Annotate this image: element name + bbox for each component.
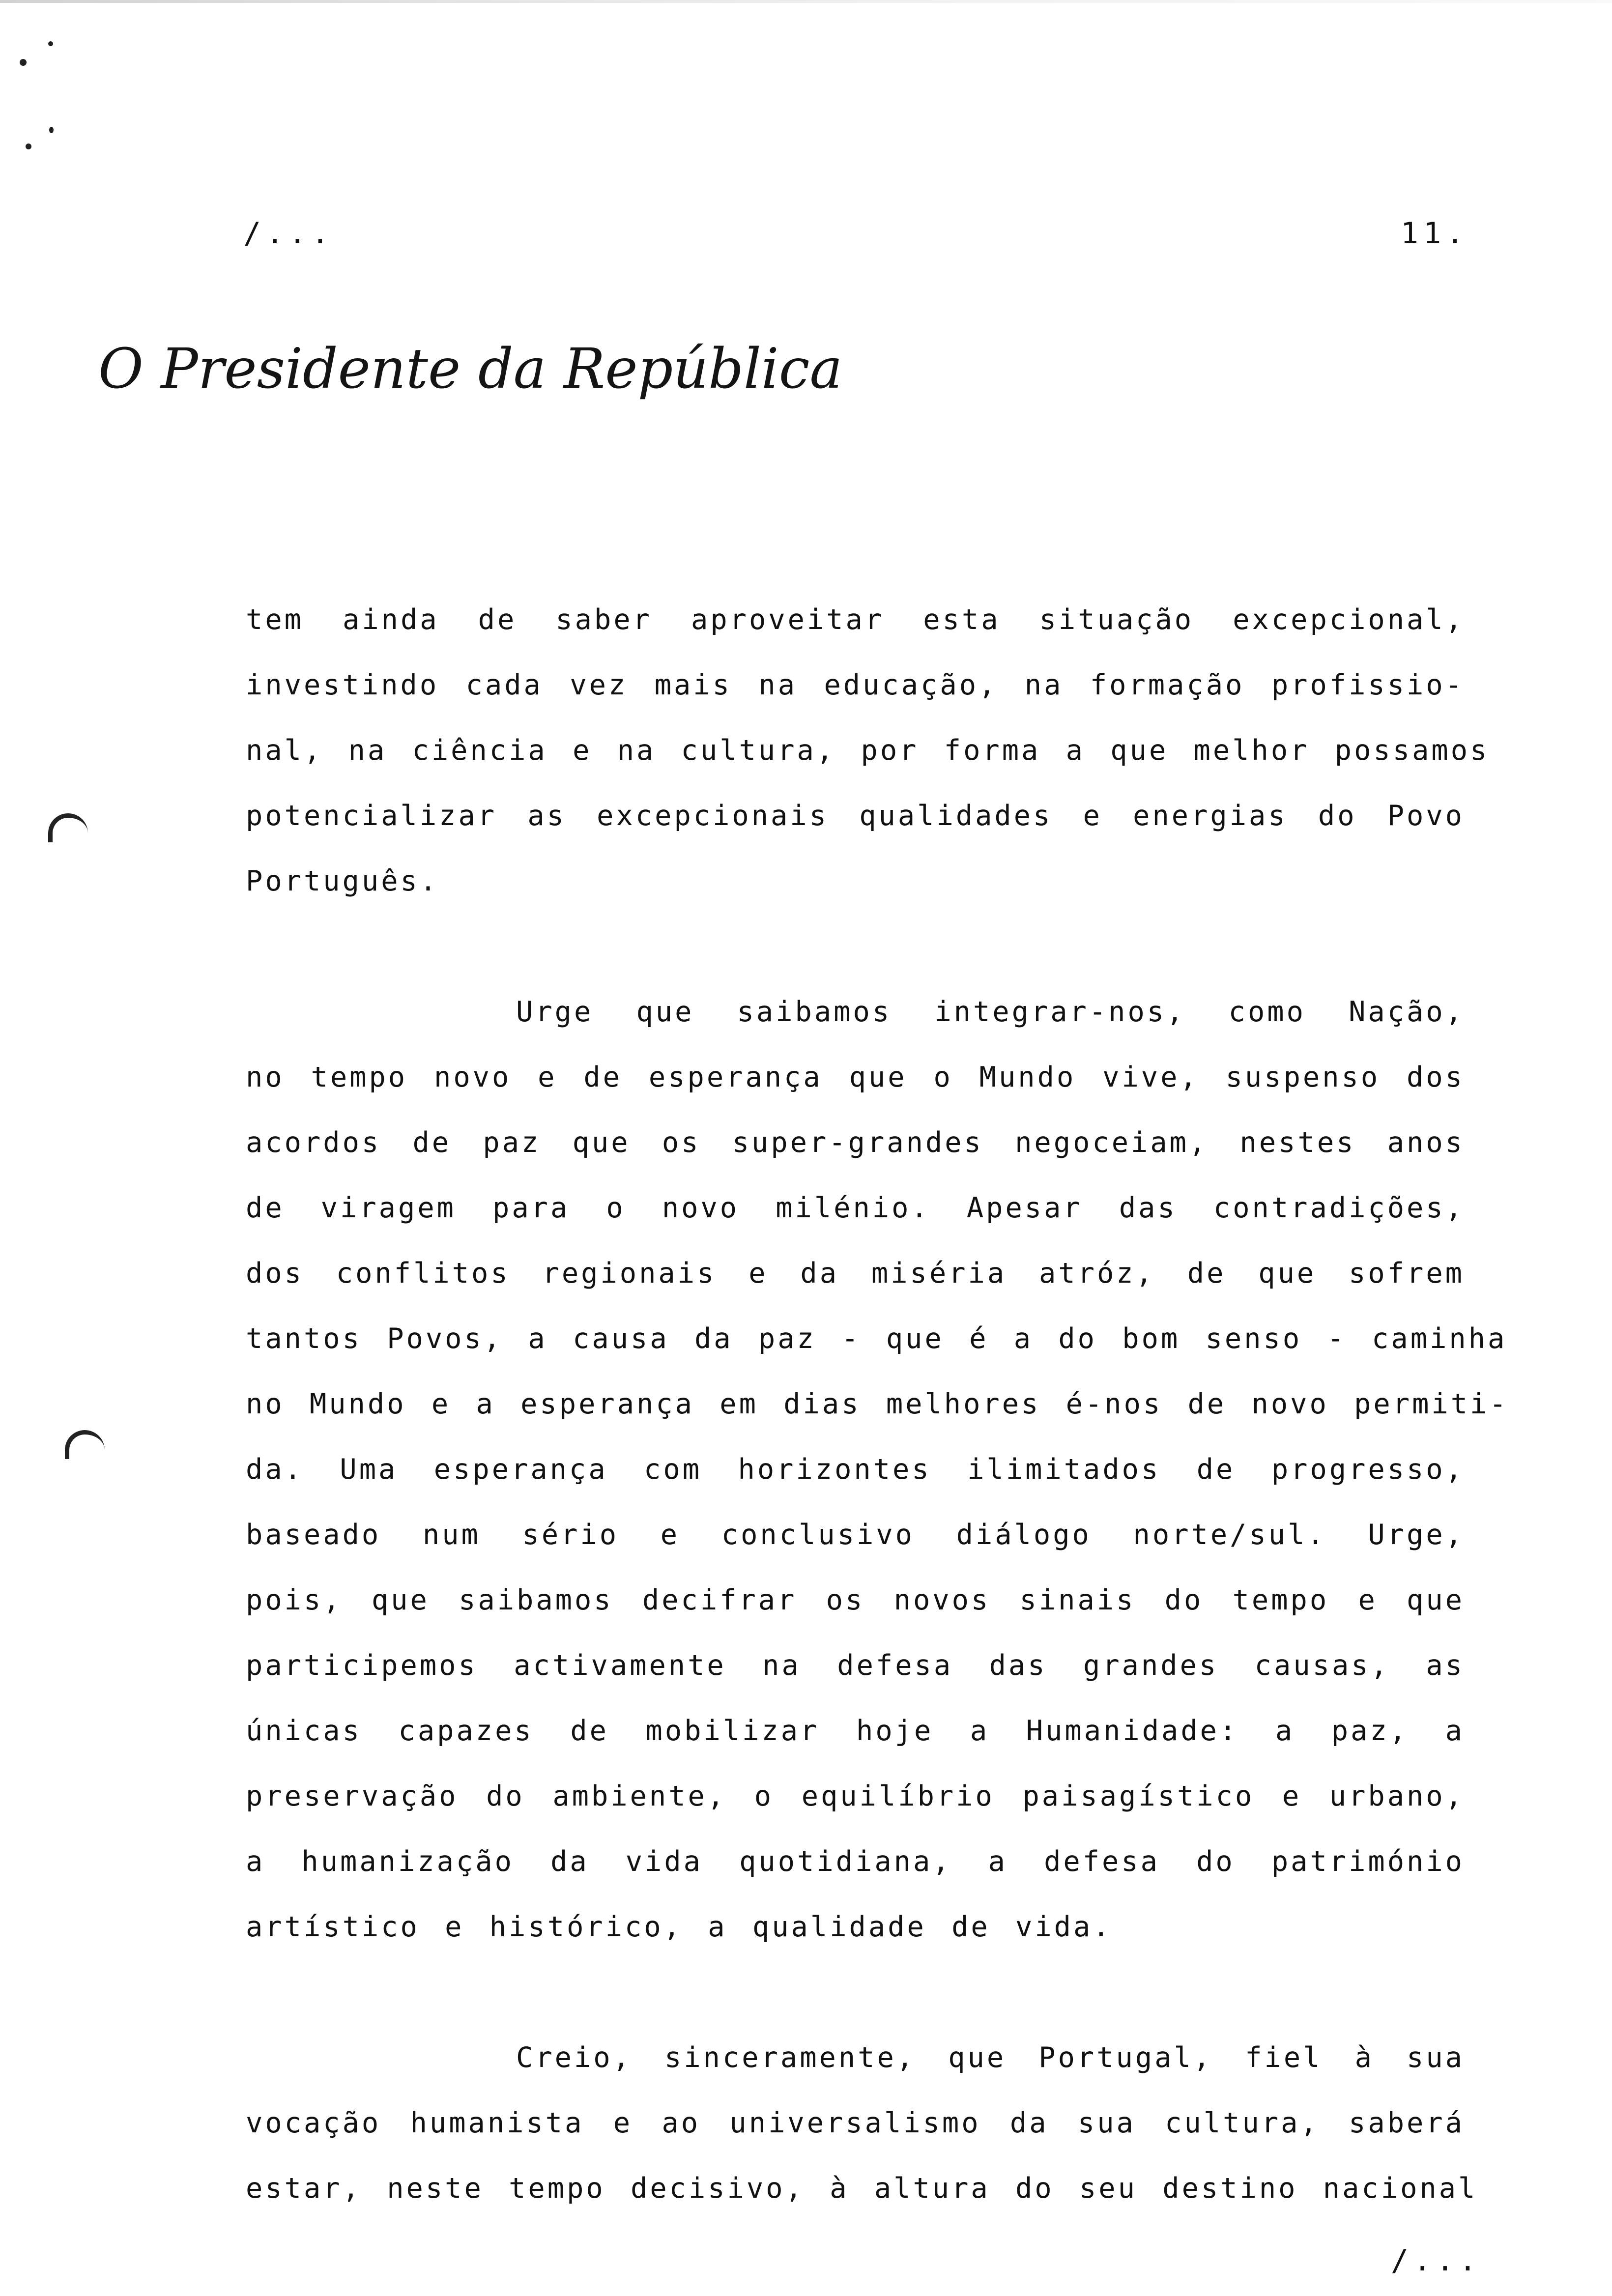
paragraph (246, 2025, 1478, 2221)
text-line: investindo cada vez mais na educação, na formação profissio- (246, 669, 1465, 701)
text-line: estar, neste tempo decisivo, à altura do seu destino nacional (246, 2172, 1478, 2205)
scan-speck (26, 144, 31, 149)
punch-hole-mark (48, 813, 88, 842)
paragraph (246, 979, 1509, 1960)
paragraph-gap (246, 914, 1465, 979)
continuation-marker-top: /... (243, 216, 334, 251)
text-line: preservação do ambiente, o equilíbrio paisagístico e urbano, (246, 1780, 1465, 1812)
text-line: artístico e histórico, a qualidade de vida. (246, 1911, 1112, 1943)
letter-body (246, 587, 1509, 2221)
text-line: dos conflitos regionais e da miséria atróz, de que sofrem (246, 1257, 1465, 1290)
text-line: da. Uma esperança com horizontes ilimitados de progresso, (246, 1453, 1465, 1486)
punch-hole-mark (65, 1430, 105, 1459)
scan-speck (48, 41, 53, 46)
text-line: Creio, sinceramente, que Portugal, fiel à sua (516, 2041, 1465, 2074)
letterhead: O Presidente da República (98, 337, 843, 401)
text-line: potencializar as excepcionais qualidades e energias do Povo (246, 800, 1465, 832)
page-number: 11. (1401, 216, 1469, 251)
scan-edge (0, 0, 1612, 3)
text-line: Português. (246, 865, 439, 897)
text-line: baseado num sério e conclusivo diálogo norte/sul. Urge, (246, 1519, 1465, 1551)
continuation-marker-bottom: /... (1391, 2243, 1482, 2278)
text-line: nal, na ciência e na cultura, por forma a que melhor possamos (246, 734, 1490, 767)
text-line: tantos Povos, a causa da paz - que é a do bom senso - caminha (246, 1322, 1507, 1355)
text-line: Urge que saibamos integrar-nos, como Nação, (516, 996, 1465, 1028)
text-line: pois, que saibamos decifrar os novos sinais do tempo e que (246, 1584, 1465, 1616)
text-line: no tempo novo e de esperança que o Mundo vive, suspenso dos (246, 1061, 1465, 1093)
text-line: participemos activamente na defesa das grandes causas, as (246, 1649, 1465, 1682)
text-line: de viragem para o novo milénio. Apesar das contradições, (246, 1192, 1465, 1224)
text-line: no Mundo e a esperança em dias melhores é-nos de novo permiti- (246, 1388, 1509, 1420)
text-line: acordos de paz que os super-grandes negoceiam, nestes anos (246, 1126, 1465, 1159)
scan-speck (20, 59, 27, 66)
text-line: vocação humanista e ao universalismo da sua cultura, saberá (246, 2107, 1465, 2139)
scan-speck (49, 127, 54, 133)
text-line: únicas capazes de mobilizar hoje a Humanidade: a paz, a (246, 1715, 1465, 1747)
text-line: a humanização da vida quotidiana, a defesa do património (246, 1845, 1465, 1878)
text-line: tem ainda de saber aproveitar esta situação excepcional, (246, 603, 1465, 636)
paragraph-gap (246, 1960, 1465, 2025)
paragraph (246, 587, 1490, 914)
